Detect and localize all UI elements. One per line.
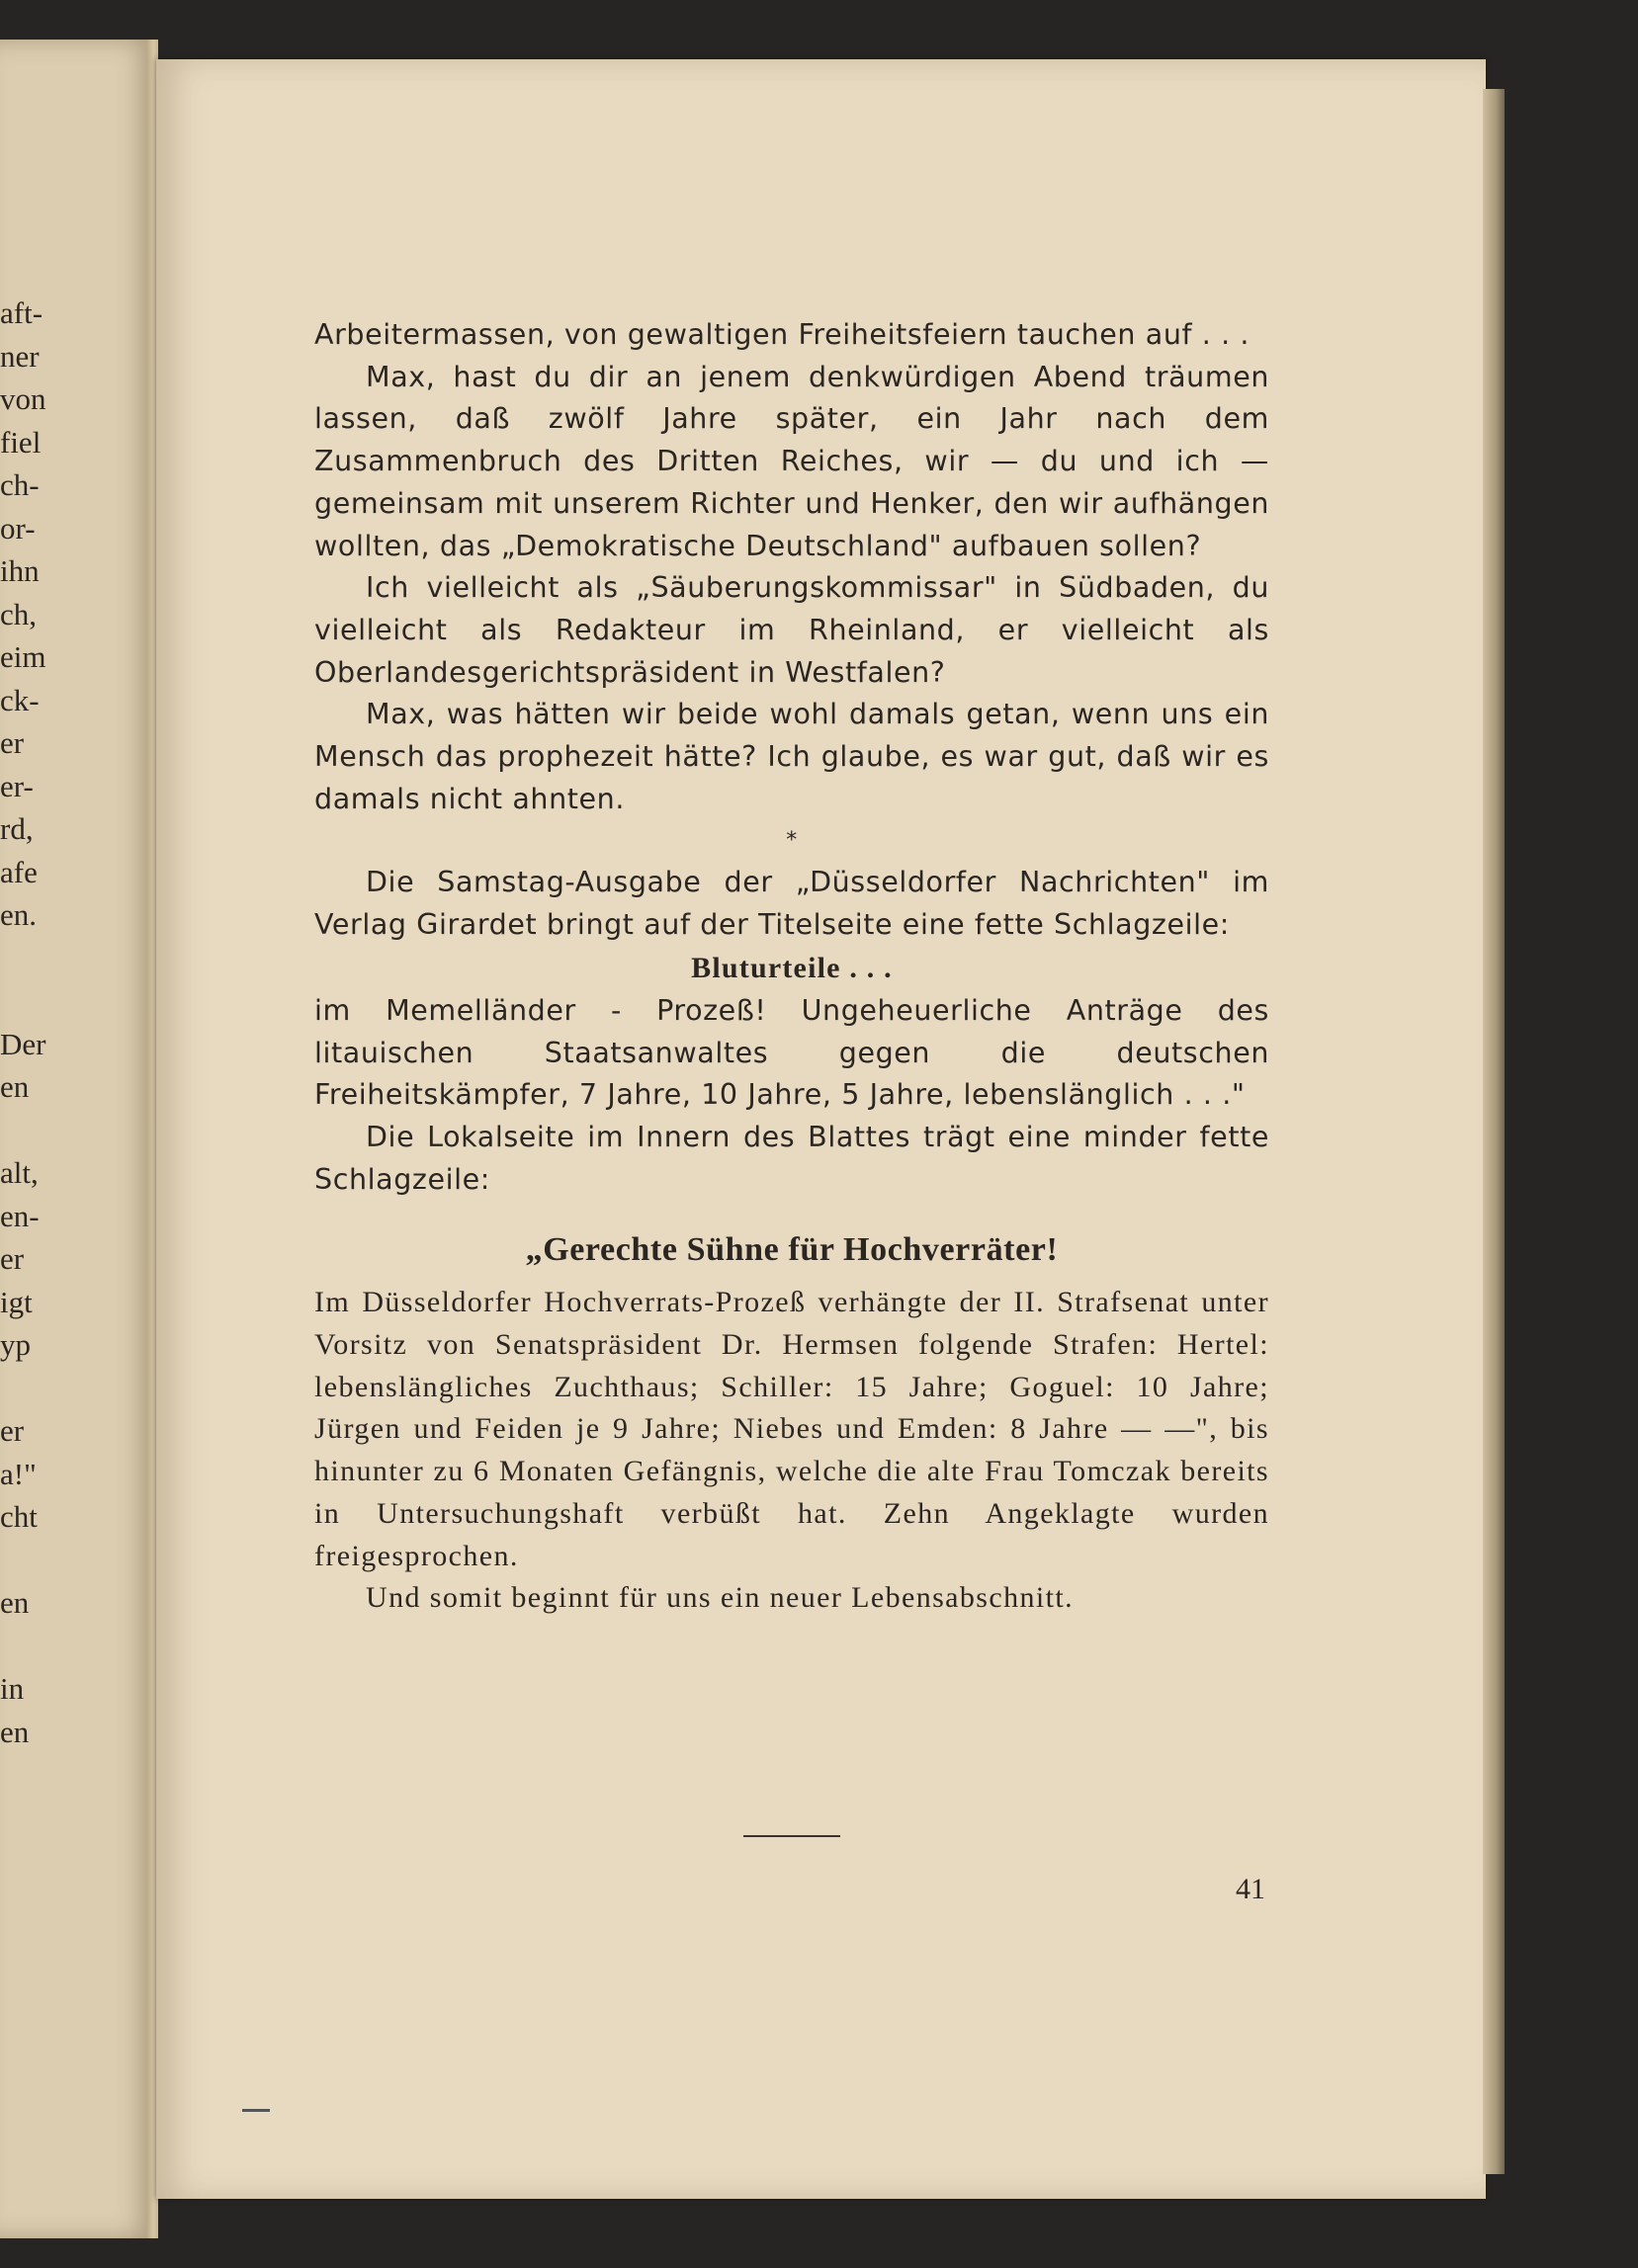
left-page-fragment: en (0, 1714, 30, 1749)
left-page-fragment: a!" (0, 1456, 37, 1491)
left-page-fragment: rd, (0, 811, 34, 846)
left-page-fragment: or- (0, 510, 36, 546)
left-page-fragment: en- (0, 1198, 40, 1233)
left-page-fragment: ner (0, 338, 40, 374)
paragraph: Max, was hätten wir beide wohl damals getan, wenn uns ein Mensch das prophezeit hätte? Ich glaube, es war gut, daß wir es damals nicht ahnten. (314, 698, 1269, 815)
left-page-fragment: Der (0, 1026, 46, 1061)
left-page-fragment (0, 937, 59, 980)
left-page-fragment (0, 1367, 59, 1410)
left-page-fragment: er (0, 1241, 25, 1276)
left-page-fragment: ch- (0, 467, 40, 502)
left-page-fragment: igt (0, 1284, 33, 1319)
left-page-fragment: en (0, 1585, 30, 1620)
section-separator: * (786, 828, 798, 854)
left-page-fragment (0, 1539, 59, 1582)
paragraph: Und somit beginnt für uns ein neuer Lebensabschnitt. (366, 1581, 1074, 1615)
left-page-fragment: ck- (0, 682, 40, 717)
left-page-fragment: cht (0, 1499, 38, 1534)
left-page-fragment: eim (0, 639, 46, 674)
left-page-fragment: er (0, 1413, 25, 1448)
paragraph: Im Düsseldorfer Hochverrats-Prozeß verhängte der II. Strafsenat unter Vorsitz von Senatspräsident Dr. Hermsen folgende Strafen: Hertel: lebenslängliches Zuchthaus; Schiller: 15 Jahre; Goguel: 10 Jahre; Jürgen und Feiden je 9 Jahre; Niebes und Emden: 8 Jahre — —", bis hinunter zu 6 Monaten Gefängnis, welche die alte Frau Tomczak bereits in Untersuchungshaft verbüßt hat. Zehn Angeklagte wurden freigesprochen. (314, 1286, 1269, 1572)
left-page-fragment: en (0, 1069, 30, 1104)
paragraph: Die Samstag-Ausgabe der „Düsseldorfer Nachrichten" im Verlag Girardet bringt auf der Titelseite eine fette Schlagzeile: (314, 866, 1269, 942)
left-page-fragment: aft- (0, 295, 43, 330)
left-page-fragment (0, 1109, 59, 1152)
end-rule (743, 1835, 840, 1837)
left-page-fragment: ch, (0, 596, 38, 631)
page-number: 41 (1236, 1873, 1265, 1905)
paragraph: Die Lokalseite im Innern des Blattes trägt eine minder fette Schlagzeile: (314, 1120, 1269, 1196)
paragraph: im Memelländer - Prozeß! Ungeheuerliche Anträge des litauischen Staatsanwaltes gegen die deutschen Freiheitskämpfer, 7 Jahre, 10 Jahre, 5 Jahre, lebenslänglich . . ." (314, 993, 1269, 1112)
left-page-fragment: er (0, 725, 25, 760)
left-page-fragment: en. (0, 897, 38, 932)
page-edge (1483, 89, 1505, 2174)
left-page-fragment (0, 1625, 59, 1668)
left-page-text-fragments (0, 292, 59, 1753)
page-body (314, 314, 1269, 1620)
smudge-mark (242, 2109, 270, 2112)
quoted-article (314, 1282, 1269, 1620)
left-page-fragment: yp (0, 1327, 31, 1362)
left-page-fragment (0, 979, 59, 1023)
left-page-fragment: ihn (0, 553, 40, 588)
paragraph: Ich vielleicht als „Säuberungskommissar" in Südbaden, du vielleicht als Redakteur im Rheinland, er vielleicht als Oberlandesgerichtspräsident in Westfalen? (314, 571, 1269, 689)
paragraph: Max, hast du dir an jenem denkwürdigen Abend träumen lassen, daß zwölf Jahre später, ein Jahr nach dem Zusammenbruch des Dritten Reiches, wir — du und ich — gemeinsam mit unserem Richter und Henker, den wir aufhängen wollten, das „Demokratische Deutschland" aufbauen sollen? (314, 360, 1269, 562)
newspaper-headline: Bluturteile . . . (691, 951, 893, 984)
paragraph: Arbeitermassen, von gewaltigen Freiheitsfeiern tauchen auf . . . (314, 318, 1250, 351)
left-page-fragment: er- (0, 768, 34, 803)
left-page-fragment: afe (0, 854, 38, 889)
left-page-fragment: von (0, 381, 46, 416)
left-page-fragment: alt, (0, 1155, 39, 1190)
newspaper-headline: „Gerechte Sühne für Hochverräter! (525, 1231, 1059, 1269)
left-page-fragment: fiel (0, 424, 42, 460)
left-page-fragment: in (0, 1671, 25, 1706)
